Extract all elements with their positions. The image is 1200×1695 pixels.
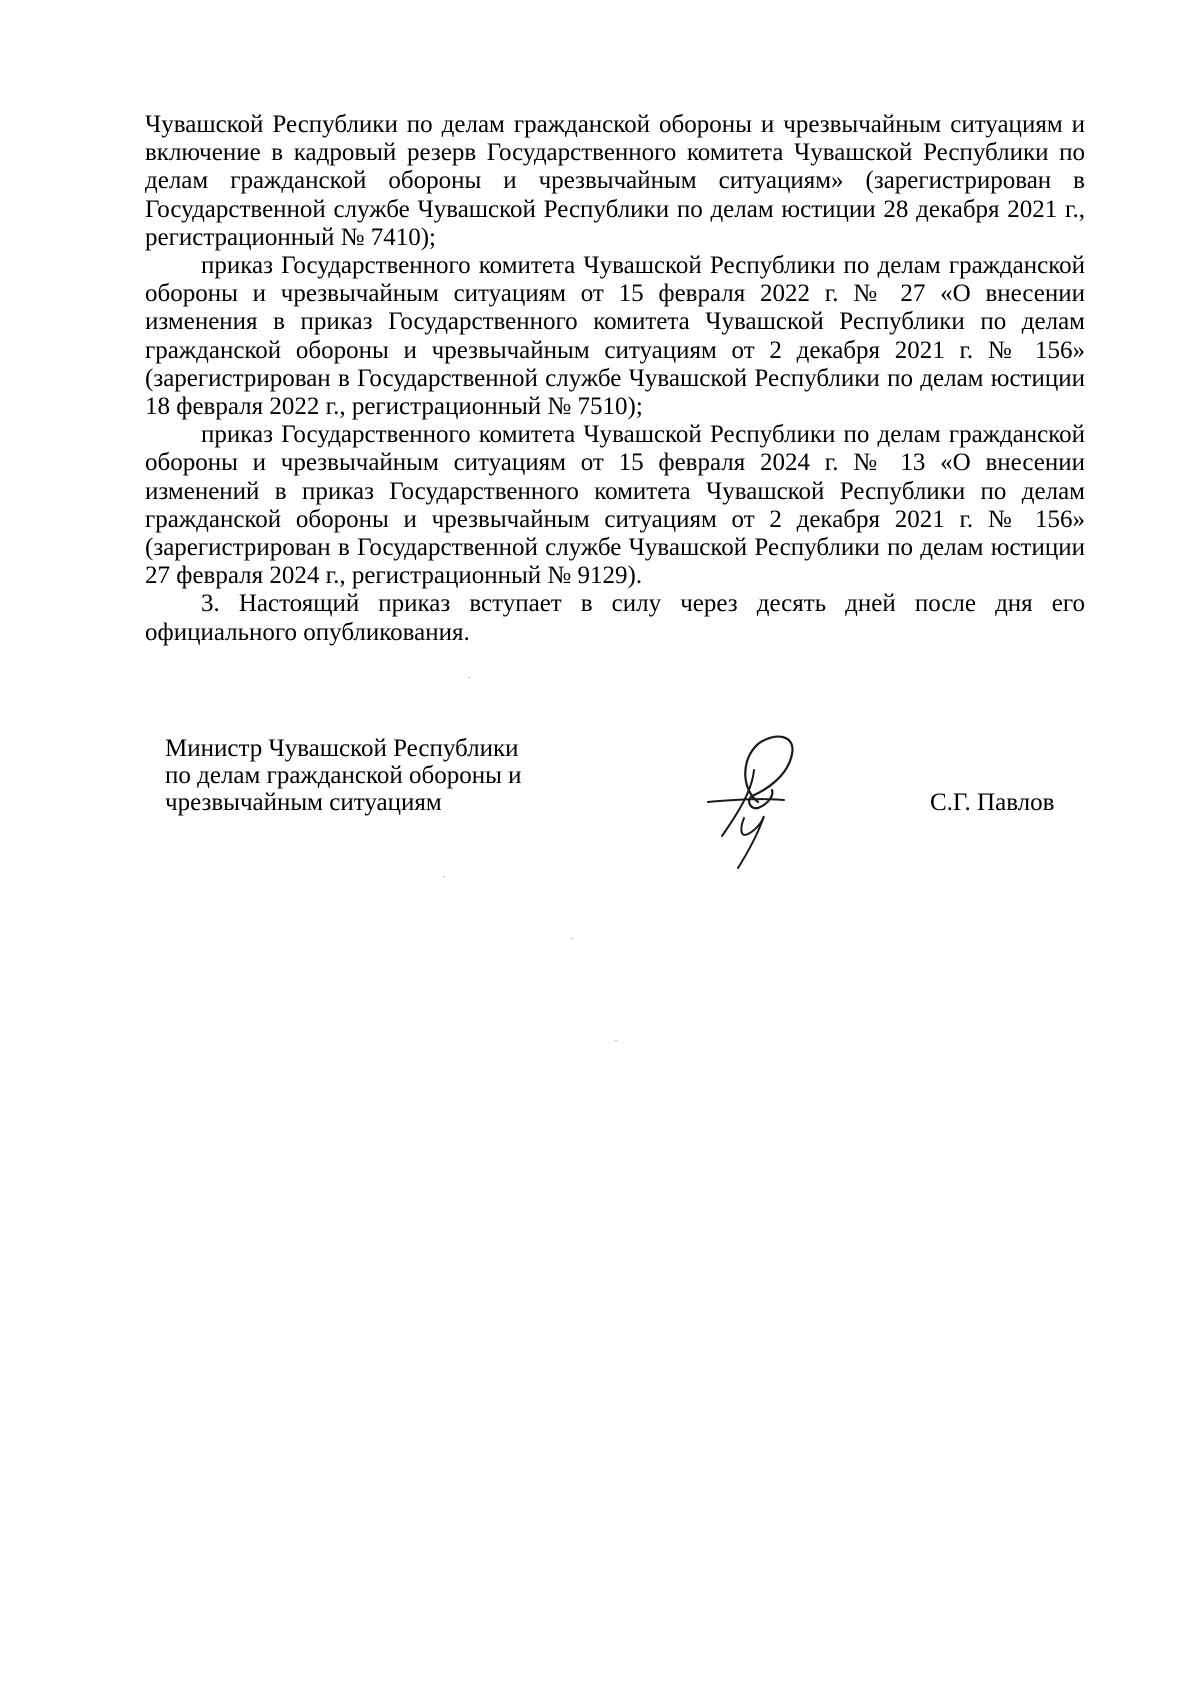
signer-position-line: чрезвычайным ситуациям — [165, 789, 442, 816]
scan-artifact — [615, 1040, 617, 1041]
paragraph-order-2024: приказ Государственного комитета Чувашской Республики по делам гражданской обороны и чрезвычайным ситуациям от 15 февраля 2024 г. № 13 «О внесении изменений в приказ Государственного комитета Чувашской Республики по делам гражданской обороны и чрезвычайным ситуациям от 2 декабря 2021 г. № 156» (зарегистрирован в Государственной службе Чувашской Республики по делам юстиции 27 февраля 2024 г., регистрационный № 9129). — [145, 421, 1085, 590]
scan-artifact — [571, 938, 573, 939]
signer-position — [165, 735, 585, 816]
paragraph-continuation: Чувашской Республики по делам гражданской обороны и чрезвычайным ситуациям и включение в кадровый резерв Государственного комитета Чувашской Республики по делам гражданской обороны и чрезвычайным ситуациям» (зарегистрирован в Государственной службе Чувашской Республики по делам юстиции 28 декабря 2021 г., регистрационный № 7410); — [145, 111, 1085, 251]
scan-artifact — [443, 876, 445, 877]
handwritten-signature — [700, 730, 820, 870]
signer-position-line: по делам гражданской обороны и — [165, 762, 522, 789]
signer-name: С.Г. Павлов — [930, 789, 1055, 816]
scan-artifact — [468, 677, 470, 678]
signer-position-line: Министр Чувашской Республики — [165, 735, 519, 762]
paragraph-effective-date: 3. Настоящий приказ вступает в силу через десять дней после дня его официального опубликования. — [145, 590, 1085, 646]
paragraph-order-2022: приказ Государственного комитета Чувашской Республики по делам гражданской обороны и чрезвычайным ситуациям от 15 февраля 2022 г. № 27 «О внесении изменения в приказ Государственного комитета Чувашской Республики по делам гражданской обороны и чрезвычайным ситуациям от 2 декабря 2021 г. № 156» (зарегистрирован в Государственной службе Чувашской Республики по делам юстиции 18 февраля 2022 г., регистрационный № 7510); — [145, 252, 1085, 421]
